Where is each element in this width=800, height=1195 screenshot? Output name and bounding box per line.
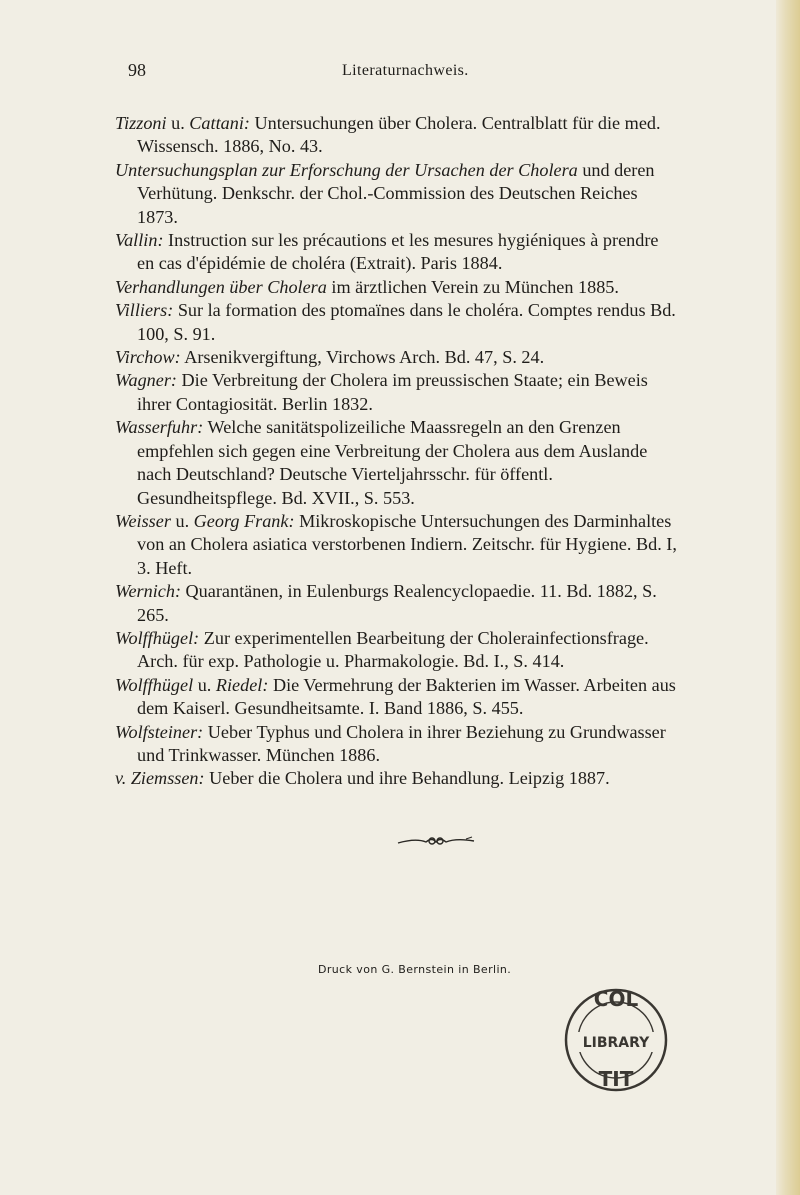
entry-author: Wagner: bbox=[115, 370, 177, 391]
page-edge bbox=[776, 0, 800, 1195]
bibliography-entry bbox=[115, 416, 680, 510]
entry-author: Weisser bbox=[115, 510, 171, 531]
entry-text: Arsenikvergiftung, Virchows Arch. Bd. 47, S. 24. bbox=[180, 347, 545, 368]
entry-text: Zur experimentellen Bearbeitung der Cholerainfectionsfrage. Arch. für exp. Pathologie u. Pharmakologie. Bd. I., S. 414. bbox=[137, 627, 649, 672]
entry-text: Ueber die Cholera und ihre Behandlung. Leipzig 1887. bbox=[204, 768, 610, 789]
entry-text: Mikroskopische Untersuchungen des Darminhaltes von an Cholera asiatica verstorbenen Indiern. Zeitschr. für Hygiene. Bd. I, 3. Heft. bbox=[137, 510, 677, 578]
stamp-top-text: COL bbox=[593, 987, 639, 1011]
stamp-bottom-text: TIT bbox=[598, 1067, 634, 1091]
entry-author: Wolffhügel: bbox=[115, 627, 200, 648]
stamp-center-text: LIBRARY bbox=[582, 1035, 650, 1051]
entry-author: Villiers: bbox=[115, 300, 174, 321]
running-title: Literaturnachweis. bbox=[342, 62, 469, 79]
entry-author: Untersuchungsplan zur Erforschung der Ursachen der Cholera bbox=[115, 159, 578, 180]
bibliography-entry bbox=[115, 580, 680, 627]
entry-coauthor: Cattani: bbox=[189, 113, 250, 133]
printer-imprint: Druck von G. Bernstein in Berlin. bbox=[318, 963, 512, 976]
entry-text: Ueber Typhus und Cholera in ihrer Beziehung zu Grundwasser und Trinkwasser. München 1886. bbox=[137, 721, 666, 765]
entry-author: Wolffhügel bbox=[115, 674, 194, 695]
entry-text: und deren Verhütung. Denkschr. der Chol.-Commission des Deutschen Reiches 1873. bbox=[137, 159, 655, 227]
bibliography-entry bbox=[115, 721, 680, 768]
entry-text: Die Vermehrung der Bakterien im Wasser. Arbeiten aus dem Kaiserl. Gesundheitsamte. I. Band 1886, S. 455. bbox=[137, 674, 676, 719]
entry-text: Die Verbreitung der Cholera im preussischen Staate; ein Beweis ihrer Contagiosität. Berlin 1832. bbox=[137, 370, 648, 414]
bibliography-list bbox=[115, 112, 680, 791]
end-ornament-icon bbox=[396, 834, 476, 848]
bibliography-entry bbox=[115, 276, 680, 299]
entry-text: Sur la formation des ptomaïnes dans le choléra. Comptes rendus Bd. 100, S. 91. bbox=[137, 300, 676, 344]
entry-text: im ärztlichen Verein zu München 1885. bbox=[326, 276, 619, 297]
entry-author: Wasserfuhr: bbox=[115, 417, 204, 438]
page-header bbox=[0, 60, 800, 84]
entry-text: Instruction sur les précautions et les mesures hygiéniques à prendre en cas d'épidémie de choléra (Extrait). Paris 1884. bbox=[137, 230, 659, 274]
entry-coauthor: Georg Frank: bbox=[193, 510, 295, 531]
entry-coauthor: Riedel: bbox=[215, 674, 269, 695]
bibliography-entry bbox=[115, 346, 680, 369]
bibliography-entry bbox=[115, 112, 680, 159]
entry-author: Wolfsteiner: bbox=[115, 721, 204, 742]
bibliography-entry bbox=[115, 674, 680, 721]
entry-text: Welche sanitätspolizeiliche Maassregeln an den Grenzen empfehlen sich gegen eine Verbreitung der Cholera aus dem Auslande nach Deutschland? Deutsche Vierteljahrsschr. für öffentl. Gesundheitspflege. Bd. XVII., S. 553. bbox=[137, 417, 648, 508]
entry-joiner: u. bbox=[170, 510, 194, 531]
page-number: 98 bbox=[128, 60, 146, 80]
entry-text: Quarantänen, in Eulenburgs Realencyclopaedie. 11. Bd. 1882, S. 265. bbox=[137, 581, 657, 625]
entry-author: Tizzoni bbox=[115, 113, 167, 133]
entry-author: Verhandlungen über Cholera bbox=[115, 276, 327, 297]
bibliography-entry bbox=[115, 299, 680, 346]
entry-text: Untersuchungen über Cholera. Centralblatt für die med. Wissensch. 1886, No. 43. bbox=[137, 113, 661, 157]
entry-author: Vallin: bbox=[115, 230, 164, 251]
bibliography-entry bbox=[115, 767, 680, 790]
bibliography-entry bbox=[115, 510, 680, 580]
entry-joiner: u. bbox=[166, 113, 190, 133]
entry-author: Virchow: bbox=[115, 347, 181, 368]
entry-author: v. Ziemssen: bbox=[115, 768, 205, 789]
bibliography-entry bbox=[115, 159, 680, 229]
entry-author: Wernich: bbox=[115, 581, 181, 602]
bibliography-entry bbox=[115, 229, 680, 276]
bibliography-entry bbox=[115, 627, 680, 674]
library-stamp-icon bbox=[556, 980, 676, 1100]
entry-joiner: u. bbox=[193, 674, 216, 695]
bibliography-entry bbox=[115, 369, 680, 416]
